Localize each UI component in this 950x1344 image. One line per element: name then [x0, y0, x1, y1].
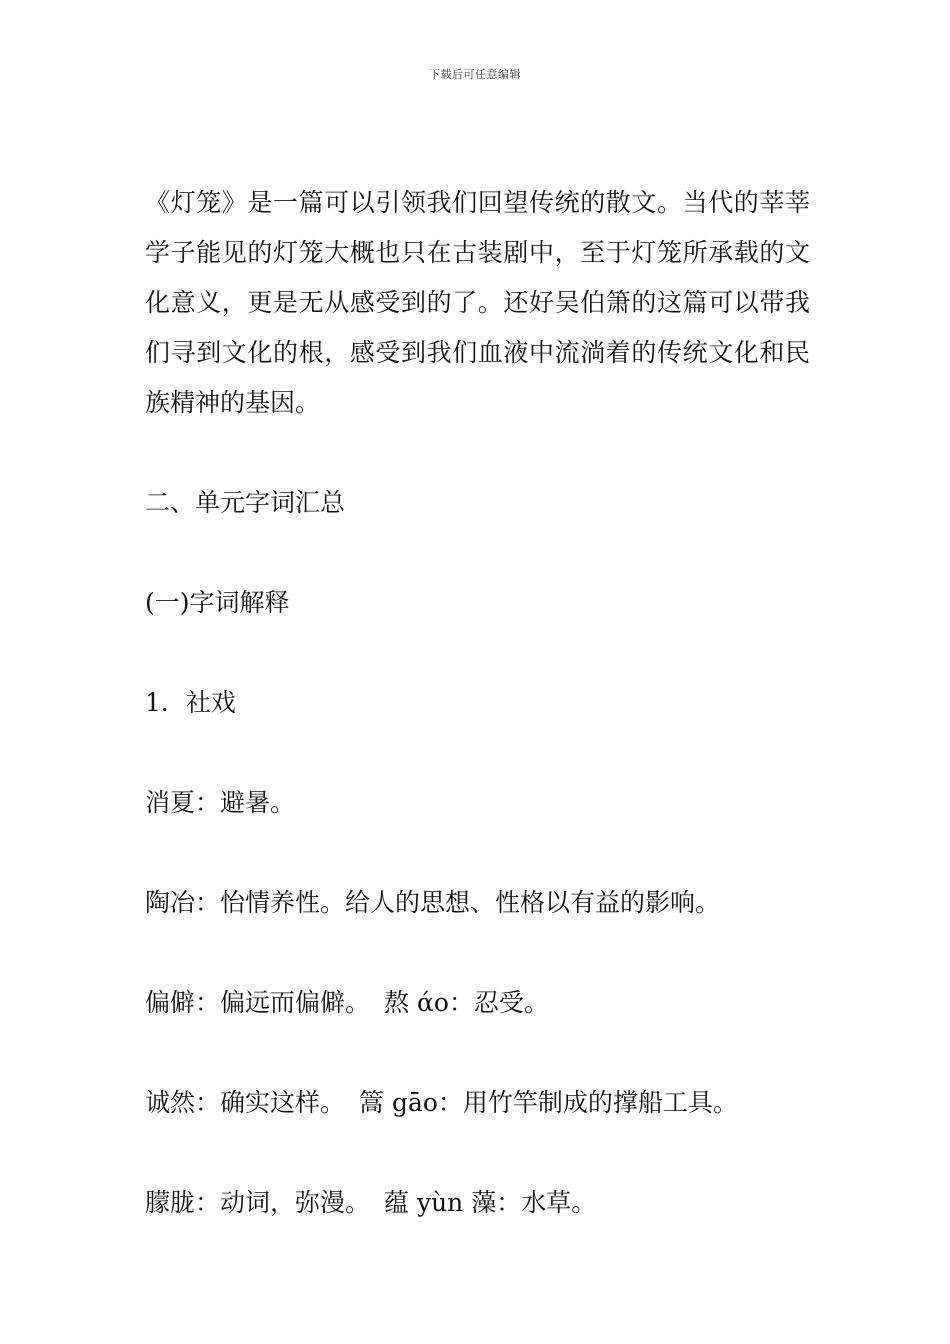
glossary-term-definition: 陶冶：怡情养性。给人的思想、性格以有益的影响。	[145, 888, 721, 917]
spacer	[145, 428, 810, 478]
glossary-term-definition-secondary: 蕴 yùn 藻：水草。	[384, 1188, 597, 1217]
glossary-term-definition: 朦胧：动词，弥漫。	[145, 1188, 371, 1217]
glossary-term-definition-secondary: 篙 gāo：用竹竿制成的撑船工具。	[359, 1088, 738, 1117]
glossary-entry	[145, 1178, 810, 1228]
glossary-entry	[145, 978, 810, 1028]
spacer	[145, 928, 810, 978]
spacer	[145, 1128, 810, 1178]
spacer	[145, 728, 810, 778]
glossary-term-definition: 偏僻：偏远而偏僻。	[145, 988, 371, 1017]
spacer	[145, 628, 810, 678]
glossary-term-definition-secondary: 熬 άo：忍受。	[384, 988, 549, 1017]
glossary-term-definition: 消夏：避暑。	[145, 788, 296, 817]
spacer	[145, 1028, 810, 1078]
spacer	[145, 528, 810, 578]
item-heading: 1．社戏	[145, 688, 236, 717]
document-body	[145, 178, 810, 1228]
glossary-entry	[145, 778, 810, 828]
page-header-note: 下载后可任意编辑	[429, 68, 521, 81]
spacer	[145, 828, 810, 878]
section-heading: 二、单元字词汇总	[145, 488, 346, 517]
glossary-term-definition: 诚然：确实这样。	[145, 1088, 346, 1117]
subsection-heading: (一)字词解释	[145, 588, 290, 617]
intro-paragraph: 《灯笼》是一篇可以引领我们回望传统的散文。当代的莘莘学子能见的灯笼大概也只在古装剧中，至于灯笼所承载的文化意义，更是无从感受到的了。还好吴伯箫的这篇可以带我们寻到文化的根，感受到我们血液中流淌着的传统文化和民族精神的基因。	[145, 188, 810, 417]
glossary-entry	[145, 1078, 810, 1128]
glossary-entry	[145, 878, 810, 928]
